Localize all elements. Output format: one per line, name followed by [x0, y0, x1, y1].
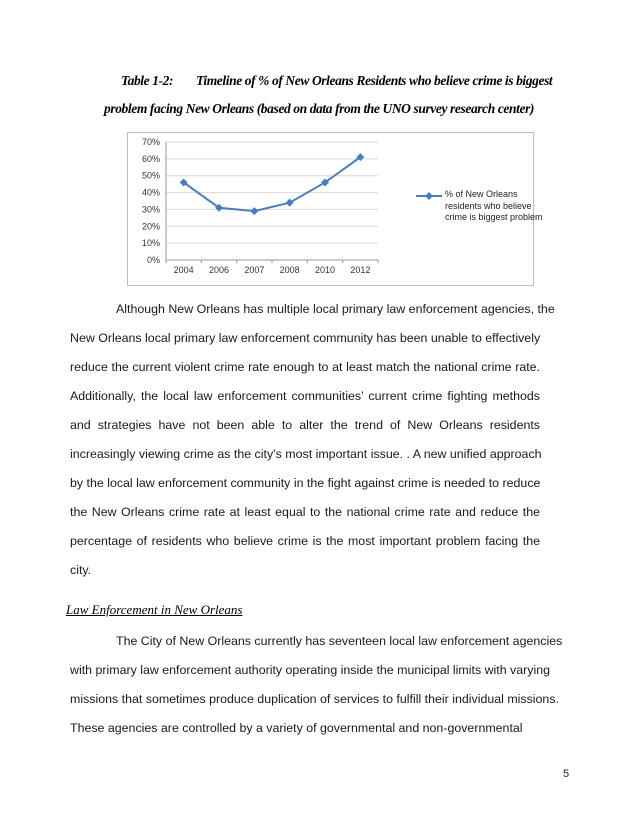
paragraph-1 [70, 299, 555, 589]
paragraph-line: increasingly viewing crime as the city’s most important issue. . A new unified approach [70, 447, 542, 461]
y-tick-label: 0% [146, 255, 160, 265]
y-tick-label: 20% [141, 221, 160, 232]
paragraph-line: and strategies have not been able to alter the trend of New Orleans residents [70, 418, 540, 432]
axes [166, 142, 378, 263]
y-tick-labels [142, 137, 160, 265]
paragraph-line: missions that sometimes produce duplication of services to fulfill their individual missions. [70, 692, 559, 706]
x-tick-label: 2010 [314, 265, 336, 275]
section-heading: Law Enforcement in New Orleans [66, 602, 243, 617]
table-title-part-1: Timeline of % of New Orleans Residents who believe crime is biggest [196, 73, 553, 88]
y-tick-label: 40% [141, 187, 160, 198]
legend-label: % of New Orleans residents who believe crime is biggest problem [445, 189, 543, 222]
y-tick-label: 30% [141, 204, 160, 215]
x-tick-label: 2008 [279, 265, 300, 275]
x-tick-label: 2007 [244, 265, 265, 275]
line-chart [127, 132, 543, 286]
paragraph-line: These agencies are controlled by a variety of governmental and non-governmental [70, 721, 523, 735]
paragraph-line: Although New Orleans has multiple local primary law enforcement agencies, the [116, 302, 555, 316]
data-point-marker [286, 199, 294, 207]
x-tick-label: 2006 [208, 265, 230, 275]
paragraph-line: the New Orleans crime rate at least equal to the national crime rate and reduce the [70, 505, 540, 519]
series-layer [180, 153, 365, 215]
legend-marker-icon [415, 191, 443, 201]
y-tick-label: 60% [141, 153, 160, 164]
y-tick-label: 70% [141, 137, 160, 147]
paragraph-2 [70, 631, 563, 747]
table-title-part-2: problem facing New Orleans (based on data from the UNO survey research center) [104, 101, 535, 116]
paragraph-line: percentage of residents who believe crime is the most important problem facing the [70, 534, 540, 548]
paragraph-line: Additionally, the local law enforcement communities’ current crime fighting methods [70, 389, 540, 403]
x-tick-label: 2004 [173, 265, 194, 275]
data-point-marker [250, 207, 258, 215]
paragraph-line: by the local law enforcement community in the fight against crime is needed to reduce [70, 476, 541, 490]
y-tick-label: 10% [141, 238, 160, 249]
paragraph-line: reduce the current violent crime rate enough to at least match the national crime rate. [70, 360, 540, 374]
x-tick-label: 2012 [350, 265, 371, 275]
paragraph-line: with primary law enforcement authority operating inside the municipal limits with varying [70, 663, 550, 677]
paragraph-line: New Orleans local primary law enforcement community has been unable to effectively [70, 331, 541, 345]
y-tick-label: 50% [141, 170, 160, 181]
paragraph-line: city. [70, 563, 92, 577]
paragraph-line: The City of New Orleans currently has seventeen local law enforcement agencies [116, 634, 563, 648]
page-number: 5 [563, 768, 570, 780]
table-label: Table 1-2: [121, 73, 174, 88]
x-tick-labels [174, 265, 371, 275]
series-line [184, 157, 361, 211]
